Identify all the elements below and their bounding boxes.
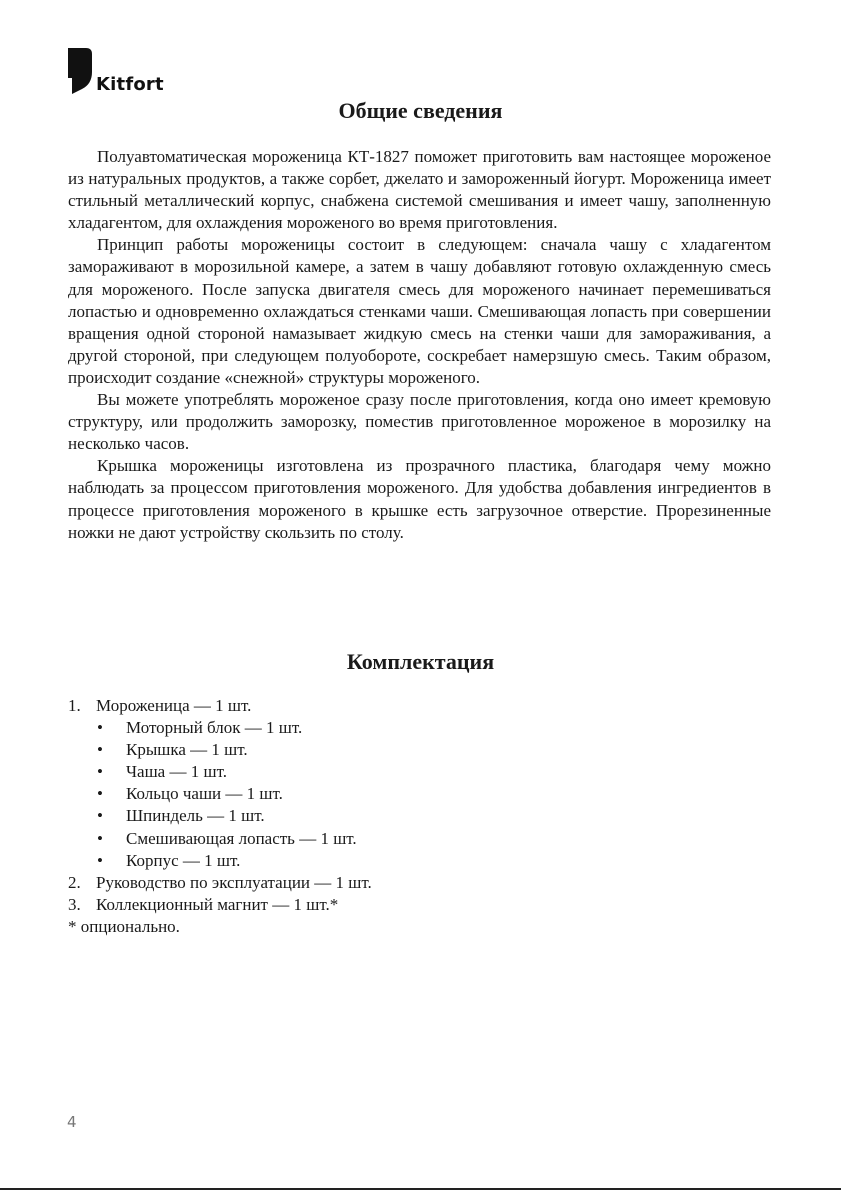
list-item-text: Коллекционный магнит — 1 шт.* <box>96 894 339 914</box>
sublist <box>68 717 771 872</box>
list-item <box>68 872 771 894</box>
bullet: • <box>97 828 103 848</box>
sublist-item <box>97 739 771 761</box>
bullet: • <box>97 740 103 760</box>
bottom-divider <box>0 1188 841 1190</box>
section-title-general: Общие сведения <box>338 98 503 123</box>
sublist-item <box>97 717 771 739</box>
paragraph: Вы можете употреблять мороженое сразу после приготовления, когда оно имеет кремовую структуру, или продолжить заморозку, поместив приготовленное мороженое в морозилку на несколько часов. <box>68 390 771 454</box>
sublist-item-text: Корпус — 1 шт. <box>126 850 241 870</box>
package-contents <box>68 695 771 938</box>
list-number: 1. <box>68 696 81 715</box>
sublist-item-text: Кольцо чаши — 1 шт. <box>126 784 283 804</box>
sublist-item-text: Крышка — 1 шт. <box>126 740 248 760</box>
paragraph: Крышка мороженицы изготовлена из прозрачного пластика, благодаря чему можно наблюдать за процессом приготовления мороженого. Для удобства добавления ингредиентов в процессе приготовления мороженого в крышке есть загрузочное отверстие. Прорезиненные ножки не дают устройству скользить по столу. <box>68 456 771 542</box>
sublist-item-text: Смешивающая лопасть — 1 шт. <box>126 828 357 848</box>
sublist-item <box>97 850 771 872</box>
paragraph: Принцип работы мороженицы состоит в следующем: сначала чашу с хладагентом замораживают в морозильной камере, а затем в чашу добавляют готовую охлажденную смесь для мороженого. После запуска двигателя смесь для мороженого начинает перемешиваться лопастью и одновременно охлаждаться стенками чаши. Смешивающая лопасть при совершении вращения одной стороной намазывает жидкую смесь на стенки чаши для замораживания, а другой стороной, при следующем полуобороте, соскребает намерзшую смесь. Таким образом, происходит создание «снежной» структуры мороженого. <box>68 235 771 387</box>
list-number: 2. <box>68 872 81 892</box>
bullet: • <box>97 718 103 738</box>
bullet: • <box>97 850 103 870</box>
kitfort-logo <box>68 48 168 98</box>
list-item <box>68 695 771 872</box>
list-item-text: Мороженица — 1 шт. <box>96 696 252 715</box>
package-list <box>68 695 771 916</box>
kitfort-logo-mark-icon <box>68 48 92 94</box>
general-info-body <box>68 146 771 544</box>
section-title-package: Комплектация <box>346 649 495 674</box>
logo-wordmark: Kitfort <box>96 74 164 95</box>
sublist-item <box>97 805 771 827</box>
paragraph: Полуавтоматическая мороженица КТ-1827 поможет приготовить вам настоящее мороженое из натуральных продуктов, а также сорбет, джелато и замороженный йогурт. Мороженица имеет стильный металлический корпус, снабжена системой смешивания и имеет чашу, заполненную хладагентом, для охлаждения мороженого во время приготовления. <box>68 147 771 233</box>
sublist-item-text: Шпиндель — 1 шт. <box>126 806 265 826</box>
sublist-item-text: Моторный блок — 1 шт. <box>126 718 303 738</box>
list-number: 3. <box>68 894 81 914</box>
sublist-item <box>97 828 771 850</box>
footnote: * опционально. <box>68 916 180 936</box>
list-item-text: Руководство по эксплуатации — 1 шт. <box>96 872 372 892</box>
bullet: • <box>97 762 103 782</box>
sublist-item <box>97 761 771 783</box>
bullet: • <box>97 784 103 804</box>
sublist-item-text: Чаша — 1 шт. <box>126 762 227 782</box>
page-number: 4 <box>67 1113 77 1131</box>
bullet: • <box>97 806 103 826</box>
list-item <box>68 894 771 916</box>
sublist-item <box>97 783 771 805</box>
